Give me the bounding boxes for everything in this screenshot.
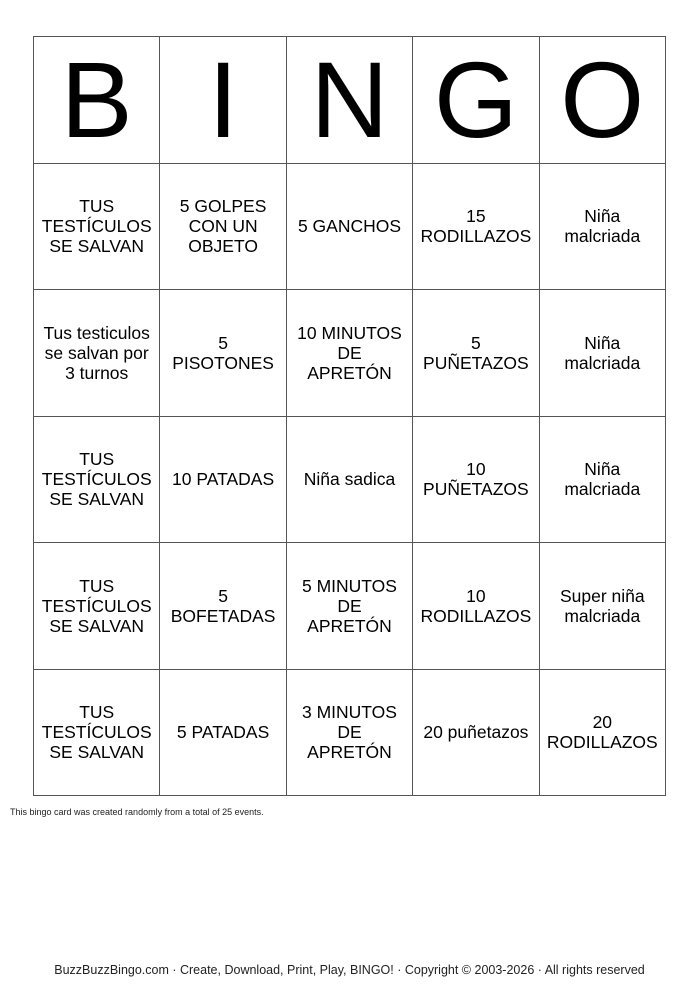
bingo-cell: TUS TESTÍCULOS SE SALVAN	[34, 670, 160, 797]
bingo-cell: Niña malcriada	[540, 290, 666, 417]
bingo-cell: 20 puñetazos	[413, 670, 539, 797]
header-letter-b: B	[34, 37, 160, 164]
bingo-cell: Tus testiculos se salvan por 3 turnos	[34, 290, 160, 417]
bingo-cell: TUS TESTÍCULOS SE SALVAN	[34, 164, 160, 291]
bingo-cell: 15 RODILLAZOS	[413, 164, 539, 291]
bingo-cell: 5 GANCHOS	[287, 164, 413, 291]
bingo-cell: Niña sadica	[287, 417, 413, 544]
bingo-cell: 3 MINUTOS DE APRETÓN	[287, 670, 413, 797]
header-letter-i: I	[160, 37, 286, 164]
site-footer: BuzzBuzzBingo.com · Create, Download, Print, Play, BINGO! · Copyright © 2003-2026 · All rights reserved	[54, 963, 645, 977]
bingo-cell: Niña malcriada	[540, 417, 666, 544]
bingo-card	[33, 36, 666, 796]
bingo-cell: 10 PUÑETAZOS	[413, 417, 539, 544]
bingo-cell: 10 MINUTOS DE APRETÓN	[287, 290, 413, 417]
bingo-cell: 5 BOFETADAS	[160, 543, 286, 670]
bingo-cell: 5 GOLPES CON UN OBJETO	[160, 164, 286, 291]
bingo-cell: 20 RODILLAZOS	[540, 670, 666, 797]
bingo-cell: 10 RODILLAZOS	[413, 543, 539, 670]
bingo-cell: 10 PATADAS	[160, 417, 286, 544]
header-letter-g: G	[413, 37, 539, 164]
bingo-cell: Niña malcriada	[540, 164, 666, 291]
header-letter-o: O	[540, 37, 666, 164]
bingo-cell: Super niña malcriada	[540, 543, 666, 670]
bingo-cell: TUS TESTÍCULOS SE SALVAN	[34, 543, 160, 670]
header-letter-n: N	[287, 37, 413, 164]
bingo-cell: 5 PATADAS	[160, 670, 286, 797]
bingo-cell: TUS TESTÍCULOS SE SALVAN	[34, 417, 160, 544]
card-generation-note: This bingo card was created randomly from a total of 25 events.	[10, 807, 264, 817]
bingo-cell: 5 PISOTONES	[160, 290, 286, 417]
bingo-cell: 5 PUÑETAZOS	[413, 290, 539, 417]
bingo-cell: 5 MINUTOS DE APRETÓN	[287, 543, 413, 670]
